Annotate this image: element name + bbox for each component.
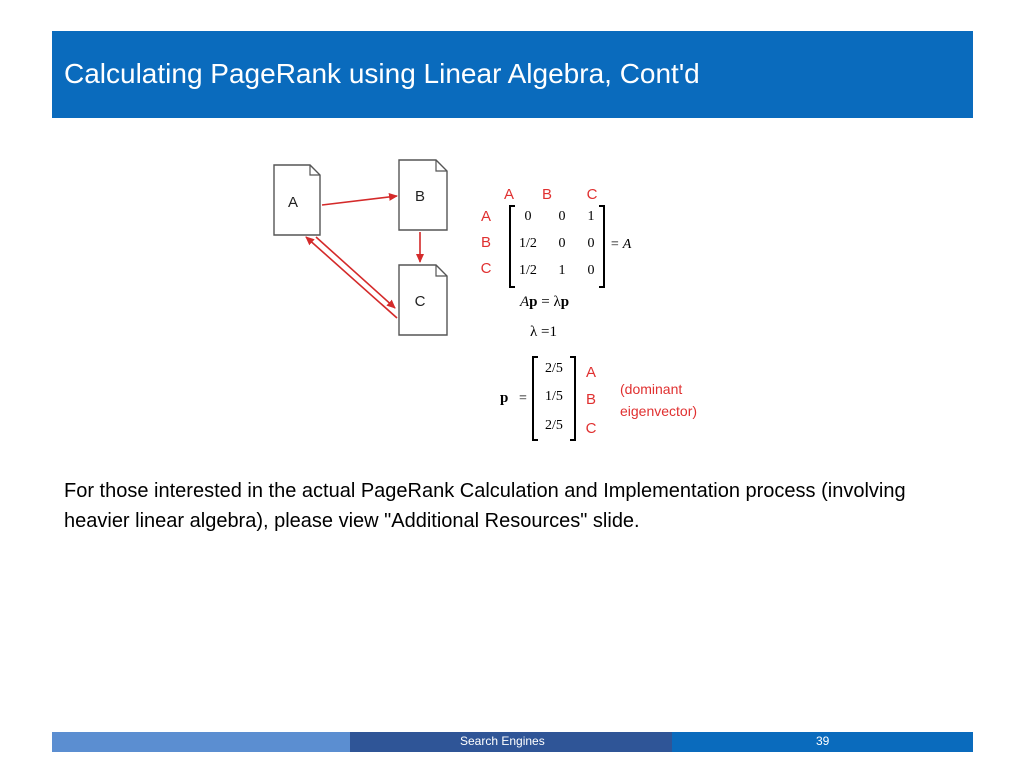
node-a-label: A bbox=[287, 194, 299, 211]
matrix-bracket-right bbox=[599, 206, 604, 287]
vector-name: p bbox=[500, 390, 509, 406]
matrix-cell: 1 bbox=[558, 263, 566, 278]
vector-label-c: C bbox=[585, 420, 597, 437]
matrix-cell: 0 bbox=[587, 236, 595, 251]
matrix-cell: 0 bbox=[524, 209, 532, 224]
matrix-name: = A bbox=[610, 237, 632, 252]
node-c-label: C bbox=[414, 293, 426, 310]
vector-equals: = bbox=[519, 391, 527, 406]
edge-c-a bbox=[306, 237, 397, 318]
vector-cell: 2/5 bbox=[545, 418, 563, 433]
node-b bbox=[399, 160, 447, 230]
edge-a-c bbox=[316, 237, 395, 308]
matrix-cell: 1/2 bbox=[519, 263, 537, 278]
title-bar bbox=[52, 31, 973, 118]
node-c bbox=[399, 265, 447, 335]
col-label-b: B bbox=[541, 186, 553, 203]
body-paragraph: For those interested in the actual PageRank Calculation and Implementation process (involving heavier linear algebra), please view "Additional Resources" slide. bbox=[64, 480, 906, 532]
col-label-a: A bbox=[503, 186, 515, 203]
lambda-equation: λ =1 bbox=[530, 324, 557, 340]
vector-bracket-right bbox=[570, 357, 575, 440]
matrix-cell: 0 bbox=[558, 236, 566, 251]
col-label-c: C bbox=[586, 186, 598, 203]
vector-cell: 2/5 bbox=[545, 361, 563, 376]
pagerank-diagram bbox=[262, 150, 752, 450]
note-line-2: eigenvector) bbox=[620, 403, 698, 419]
matrix-cell: 1/2 bbox=[519, 236, 537, 251]
vector-bracket-left bbox=[533, 357, 538, 440]
matrix-cell: 0 bbox=[558, 209, 566, 224]
vector-cell: 1/5 bbox=[545, 389, 563, 404]
footer-bar bbox=[52, 732, 973, 752]
slide-title: Calculating PageRank using Linear Algebra, Cont'd bbox=[64, 58, 700, 89]
row-label-a: A bbox=[480, 208, 492, 225]
edge-a-b bbox=[322, 196, 397, 205]
note-line-1: (dominant bbox=[620, 381, 683, 397]
node-b-label: B bbox=[414, 188, 426, 205]
eigen-equation: Ap = λp bbox=[520, 294, 570, 310]
vector-label-b: B bbox=[585, 391, 597, 408]
pagerank-figure bbox=[262, 150, 752, 450]
row-label-b: B bbox=[480, 234, 492, 251]
row-label-c: C bbox=[480, 260, 492, 277]
vector-label-a: A bbox=[585, 364, 597, 381]
matrix-cell: 0 bbox=[587, 263, 595, 278]
page-number: 39 bbox=[816, 734, 830, 748]
node-a bbox=[274, 165, 320, 235]
matrix-cell: 1 bbox=[587, 209, 595, 224]
footer-segment-left bbox=[52, 732, 350, 752]
matrix-bracket-left bbox=[510, 206, 515, 287]
footer-title: Search Engines bbox=[460, 734, 545, 748]
